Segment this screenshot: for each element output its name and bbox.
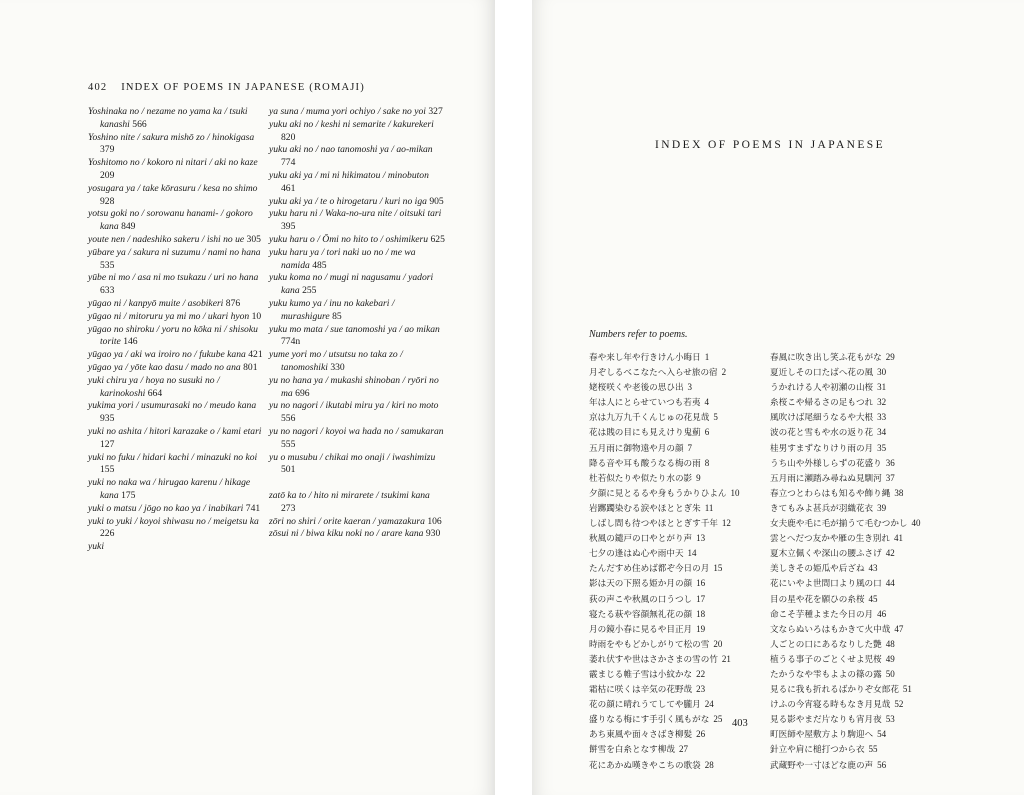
poem-number: 14: [687, 548, 697, 559]
index-entry: [269, 208, 445, 234]
poem-number: 2: [721, 367, 727, 378]
entry-text: しばし間も待つやほととぎす千年: [589, 519, 718, 530]
entry-text: yuki no ashita / hitori karazake o / kami etari: [88, 425, 262, 437]
index-entry: [589, 380, 769, 395]
entry-text: 荻の声こや秋風の口うつし: [589, 594, 693, 605]
entry-text: yūbe ni mo / asa ni mo tsukazu / uri no hana: [88, 272, 259, 284]
poem-number: 47: [894, 623, 904, 634]
romaji-column-2: [269, 106, 445, 541]
index-entry: [589, 471, 769, 486]
entry-text: 見る影やまだ片なりも宵月夜: [770, 715, 882, 726]
poem-number: 175: [121, 489, 136, 501]
index-entry: [88, 375, 264, 401]
entry-text: 見るに我も折れるばかりぞ女郎花: [770, 685, 899, 696]
entry-text: yuku mo mata / sue tanomoshi ya / ao mikan: [269, 323, 440, 335]
poem-number: 226: [100, 528, 115, 540]
index-entry: [770, 456, 950, 471]
entry-text: yūgao ya / aki wa iroiro no / fukube kana: [88, 349, 246, 361]
poem-number: 555: [281, 438, 296, 450]
poem-number: 31: [877, 382, 887, 393]
entry-text: 降る音や耳も酸うなる梅の雨: [589, 458, 701, 469]
entry-text: 町医師や屋敷方より駒迎へ: [770, 730, 874, 741]
entry-text: 人ごとの口にあるなりした艶: [770, 639, 882, 650]
entry-text: yuku haru ni / Waka-no-ura nite / oitsuki tari: [269, 208, 442, 220]
entry-text: 夏近しその口たばへ花の風: [770, 368, 874, 379]
index-entry: [88, 541, 264, 554]
index-entry: [770, 395, 950, 410]
right-page: [532, 0, 1024, 795]
entry-text: 寝たる萩や容顔無礼花の顔: [589, 609, 693, 620]
poem-number: 127: [100, 438, 115, 450]
index-entry: [589, 531, 769, 546]
entry-text: たんだすめ住めば都ぞ今日の月: [589, 564, 710, 575]
index-entry: [88, 157, 264, 183]
entry-text: 年は人にとらせていつも若夷: [589, 398, 701, 409]
entry-text: yotsu goki no / sorowanu hanami- / gokoro kana: [88, 208, 253, 233]
index-entry: [88, 132, 264, 158]
index-entry: [88, 298, 264, 311]
entry-text: zōsui ni / biwa kiku noki no / arare kana: [269, 528, 424, 540]
index-entry: [589, 667, 769, 682]
entry-text: 五月雨に御物遠や月の顔: [589, 443, 684, 454]
entry-text: 盛りなる梅にす手引く風もがな: [589, 715, 710, 726]
entry-text: yūgao ni / kanpyō muite / asobikeri: [88, 297, 224, 309]
poem-number: 928: [100, 195, 115, 207]
index-entry: [589, 425, 769, 440]
entry-text: yuki no fuku / hidari kachi / minazuki no koi: [88, 451, 258, 463]
poem-number: 5: [713, 412, 718, 423]
entry-text: 五月雨に瀬踏み尋ねぬ見馴河: [770, 473, 882, 484]
index-entry: [589, 516, 769, 531]
index-entry: [770, 622, 950, 637]
entry-text: yuku aki ya / te o hirogetaru / kuri no iga: [269, 195, 427, 207]
numbers-note: Numbers refer to poems.: [589, 329, 688, 340]
index-entry: [770, 742, 950, 757]
index-entry: [88, 349, 264, 362]
poem-number: 30: [877, 367, 887, 378]
japanese-column-1: [589, 350, 769, 773]
entry-text: yuku aki no / keshi ni semarite / kakurekeri: [269, 118, 434, 130]
index-entry: [770, 531, 950, 546]
page-title: INDEX OF POEMS IN JAPANESE: [655, 139, 886, 151]
poem-number: 36: [885, 457, 895, 468]
poem-number: 625: [430, 233, 445, 245]
entry-text: 花にいやよ世間口より風の口: [770, 579, 882, 590]
poem-number: 9: [696, 472, 701, 483]
left-page-number: 402: [88, 82, 108, 93]
poem-number: 43: [868, 563, 878, 574]
poem-number: 55: [868, 744, 878, 755]
poem-number: 27: [678, 744, 688, 755]
entry-text: 花の顔に晴れうてしてや朧月: [589, 700, 701, 711]
index-entry: [88, 324, 264, 350]
poem-number: 801: [243, 361, 258, 373]
poem-number: 774: [281, 157, 296, 169]
romaji-column-1: [88, 106, 264, 554]
poem-number: 6: [704, 427, 710, 438]
entry-text: 美しきその姫瓜や后ざね: [770, 564, 865, 575]
index-entry: [589, 486, 769, 501]
index-entry: [269, 400, 445, 426]
index-entry: [770, 441, 950, 456]
index-entry: [589, 742, 769, 757]
index-entry: [269, 196, 445, 209]
entry-text: 花にあかぬ嘆きやこちの歌袋: [589, 760, 701, 771]
poem-number: 17: [696, 593, 706, 604]
index-entry: [269, 375, 445, 401]
poem-number: 44: [885, 578, 895, 589]
entry-text: うかれける人や初瀬の山桜: [770, 383, 874, 394]
entry-text: yuku aki no / nao tanomoshi ya / ao-mikan: [269, 144, 433, 156]
index-entry: [88, 311, 264, 324]
poem-number: 41: [893, 533, 903, 544]
right-page-number: 403: [732, 718, 748, 729]
index-entry: [269, 234, 445, 247]
running-head: [88, 82, 365, 93]
entry-text: 文ならぬいろはもかきて火中哉: [770, 624, 891, 635]
poem-number: 18: [696, 608, 706, 619]
poem-number: 379: [100, 144, 115, 156]
poem-number: 930: [425, 528, 441, 540]
index-entry: [589, 637, 769, 652]
poem-number: 48: [885, 638, 895, 649]
poem-number: 26: [696, 729, 706, 740]
poem-number: 774n: [281, 336, 301, 348]
entry-text: yu no nagori / ikutabi miru ya / kiri no moto: [269, 400, 439, 412]
entry-text: yuki: [88, 541, 104, 553]
index-entry: [589, 622, 769, 637]
entry-text: 雲とへだつ友かや雁の生き別れ: [770, 534, 890, 545]
entry-text: 姥桜咲くや老後の思ひ出: [589, 383, 684, 394]
entry-text: 月の鏡小春に見るや目正月: [589, 624, 693, 635]
index-entry: [589, 652, 769, 667]
index-entry: [88, 400, 264, 426]
index-entry: [589, 441, 769, 456]
index-entry: [589, 350, 769, 365]
poem-number: 664: [147, 387, 163, 399]
entry-text: 命こそ芋種よまた今日の月: [770, 609, 874, 620]
poem-number: 305: [246, 233, 261, 245]
entry-text: 桂男すまずなりけり雨の月: [770, 443, 874, 454]
entry-text: 時雨をやもどかしがりて松の雪: [589, 639, 710, 650]
entry-text: 植うる事子のごとくせよ児桜: [770, 654, 882, 665]
index-entry: [770, 697, 950, 712]
index-entry: [269, 516, 445, 529]
poem-number: 42: [885, 548, 895, 559]
poem-number: 54: [877, 729, 887, 740]
poem-number: 46: [877, 608, 887, 619]
entry-text: 月ぞしるべこなたへ入らせ旅の宿: [589, 368, 718, 379]
entry-text: 目の星や花を願ひの糸桜: [770, 594, 865, 605]
index-entry: [770, 471, 950, 486]
poem-number: 49: [885, 653, 895, 664]
japanese-column-2: [770, 350, 950, 773]
poem-number: 741: [245, 502, 261, 514]
entry-text: 夏木立佩くや深山の腰ふさげ: [770, 549, 882, 560]
entry-text: 秋風の鑓戸の口やとがり声: [589, 534, 693, 545]
entry-text: yuki to yuki / koyoi shiwasu no / meigetsu ka: [88, 515, 259, 527]
poem-number: 19: [696, 623, 706, 634]
poem-number: 106: [427, 515, 442, 527]
poem-number: 52: [894, 699, 904, 710]
entry-text: 餅雪を白糸となす柳哉: [589, 745, 675, 756]
entry-text: 萎れ伏すや世はさかさまの雪の竹: [589, 654, 718, 665]
entry-text: 影は天の下照る姫か月の顔: [589, 579, 693, 590]
poem-number: 485: [312, 259, 327, 271]
index-entry: [269, 170, 445, 196]
poem-number: 395: [281, 221, 296, 233]
entry-text: yume yori mo / utsutsu no taka zo / tanomoshiki: [269, 349, 403, 373]
poem-number: 10: [251, 310, 262, 322]
poem-number: 53: [885, 714, 895, 725]
poem-number: 45: [868, 593, 878, 604]
entry-text: yu o musubu / chikai mo onaji / iwashimizu: [269, 451, 436, 463]
poem-number: 935: [100, 413, 115, 425]
poem-number: 696: [295, 387, 310, 399]
poem-number: 15: [713, 563, 723, 574]
poem-number: 209: [100, 169, 115, 181]
poem-number: 16: [696, 578, 706, 589]
entry-text: 春や来し年や行きけん小晦日: [589, 353, 701, 363]
poem-number: 33: [877, 412, 887, 423]
entry-text: 七夕の逢はぬ心や雨中天: [589, 549, 684, 560]
index-entry: [770, 592, 950, 607]
poem-number: 3: [687, 382, 693, 393]
entry-text: 波の花と雪もや水の返り花: [770, 428, 874, 439]
index-entry: [88, 183, 264, 209]
entry-text: Yoshino nite / sakura mishō zo / hinokigasa: [88, 131, 255, 143]
poem-number: 32: [877, 397, 887, 408]
entry-text: yu no nagori / koyoi wa hada no / samukaran: [269, 425, 444, 437]
entry-text: yuku koma no / mugi ni nagusamu / yadori kana: [269, 272, 434, 297]
poem-number: 11: [704, 502, 714, 513]
poem-number: 37: [885, 472, 895, 483]
index-entry: [88, 272, 264, 298]
entry-text: zōri no shiri / orite kaeran / yamazakura: [269, 515, 425, 527]
entry-text: 春風に吹き出し笑ふ花もがな: [770, 353, 882, 363]
entry-text: 武蔵野や一寸ほどな鹿の声: [770, 760, 874, 771]
poem-number: 85: [332, 310, 342, 322]
index-entry: [770, 652, 950, 667]
entry-text: yuki o matsu / jōgo no kao ya / inabikari: [88, 502, 244, 514]
index-entry: [88, 106, 264, 132]
poem-number: 535: [100, 259, 115, 271]
poem-number: 39: [877, 502, 887, 513]
entry-text: yuku aki ya / mi ni hikimatou / minobuton: [269, 169, 429, 181]
entry-text: 杜若似たりや似たり水の影: [589, 473, 693, 484]
index-entry: [589, 365, 769, 380]
index-entry: [269, 426, 445, 452]
poem-number: 905: [429, 195, 444, 207]
index-entry: [770, 350, 950, 365]
entry-text: 霜枯に咲くは辛気の花野哉: [589, 685, 693, 696]
index-entry: [88, 477, 264, 503]
poem-number: 24: [704, 699, 714, 710]
poem-number: 327: [428, 106, 443, 117]
index-entry: [589, 410, 769, 425]
index-entry: [770, 546, 950, 561]
entry-text: yu no hana ya / mukashi shinoban / ryōri no ma: [269, 374, 439, 399]
entry-text: yuku haru o / Ōmi no hito to / oshimikeru: [269, 233, 429, 245]
index-entry: [770, 486, 950, 501]
index-entry: [269, 324, 445, 350]
index-entry: [770, 561, 950, 576]
entry-text: 風吹けば尾細うなるや大根: [770, 413, 874, 424]
entry-text: yūgao ni / mitoruru ya mi mo / ukari hyon: [88, 310, 250, 322]
index-entry: [88, 247, 264, 273]
poem-number: 51: [902, 684, 912, 695]
entry-text: 糸桜こや帰るさの足もつれ: [770, 398, 874, 409]
index-entry: [770, 682, 950, 697]
index-entry: [269, 490, 445, 516]
entry-text: yuki no naka wa / hirugao karenu / hikage kana: [88, 477, 251, 501]
poem-number: 4: [704, 397, 709, 408]
running-head-title: INDEX OF POEMS IN JAPANESE (ROMAJI): [121, 82, 365, 93]
index-entry: [88, 208, 264, 234]
index-entry: [269, 528, 445, 541]
entry-text: yosugara ya / take kōrasuru / kesa no shimo: [88, 182, 258, 194]
index-entry: [770, 576, 950, 591]
poem-number: 29: [885, 352, 895, 362]
index-entry: [88, 362, 264, 375]
index-entry: [770, 425, 950, 440]
index-entry: [589, 592, 769, 607]
index-entry: [770, 727, 950, 742]
entry-text: yuki chiru ya / hoya no susuki no / karinokoshi: [88, 374, 220, 399]
poem-number: 633: [100, 285, 115, 297]
entry-text: 京は九万九千くんじゅの花見哉: [589, 413, 710, 424]
entry-text: 女夫鹿や毛に毛が揃うて毛むつかし: [770, 519, 908, 530]
index-entry: [269, 247, 445, 273]
book-gutter: [495, 0, 532, 795]
index-entry: [589, 561, 769, 576]
entry-text: yuku kumo ya / inu no kakebari / murashigure: [269, 297, 395, 322]
poem-number: 849: [121, 221, 136, 233]
poem-number: 566: [132, 118, 147, 130]
index-entry: [770, 607, 950, 622]
entry-text: 春立つとわらはも知るや飾り縄: [770, 488, 891, 499]
poem-number: 7: [687, 442, 693, 453]
entry-text: 花は賎の目にも見えけり鬼薊: [589, 428, 701, 439]
index-entry: [269, 298, 445, 324]
index-entry: [589, 456, 769, 471]
index-entry: [770, 712, 950, 727]
entry-text: きてもみよ甚兵が羽織花衣: [770, 503, 874, 514]
poem-number: 28: [704, 759, 714, 770]
index-entry: [269, 119, 445, 145]
index-entry: [589, 697, 769, 712]
poem-number: 40: [911, 518, 921, 529]
poem-number: 556: [281, 413, 296, 425]
poem-number: 12: [721, 518, 731, 529]
poem-number: 155: [100, 464, 115, 476]
entry-text: たかうなや雫もよよの篠の露: [770, 669, 882, 680]
poem-number: 35: [877, 442, 887, 453]
entry-text: yūbare ya / sakura ni suzumu / nami no hana: [88, 246, 261, 258]
poem-number: 23: [696, 684, 706, 695]
entry-text: うち山や外様しらずの花盛り: [770, 458, 882, 469]
poem-number: 38: [894, 487, 904, 498]
entry-text: yūgao ya / yōte kao dasu / mado no ana: [88, 361, 241, 373]
entry-text: 針立や肩に槌打つから衣: [770, 745, 865, 756]
poem-number: 21: [721, 653, 731, 664]
entry-text: けふの今宵寝る時もなき月見哉: [770, 700, 891, 711]
poem-number: 13: [696, 533, 706, 544]
index-entry: [589, 607, 769, 622]
index-entry: [589, 682, 769, 697]
index-entry: [589, 501, 769, 516]
entry-text: yukima yori / usumurasaki no / meudo kana: [88, 400, 257, 412]
index-entry: [88, 452, 264, 478]
index-entry: [770, 637, 950, 652]
left-page: [0, 0, 495, 795]
index-entry: [589, 758, 769, 773]
poem-number: 421: [248, 349, 263, 361]
entry-text: yūgao no shiroku / yoru no kōka ni / shisoku torite: [88, 323, 258, 348]
poem-number: 1: [704, 352, 710, 362]
index-entry: [589, 546, 769, 561]
index-entry: [770, 501, 950, 516]
entry-text: 岩躑躅染むる涙やほととぎ朱: [589, 503, 701, 514]
entry-text: Yoshinaka no / nezame no yama ka / tsuki kanashi: [88, 106, 248, 130]
entry-text: あち東風や面々さばき柳髪: [589, 730, 693, 741]
poem-number: 501: [281, 464, 296, 476]
entry-text: zatō ka to / hito ni mirarete / tsukimi kana: [269, 489, 430, 501]
index-entry: [770, 667, 950, 682]
index-entry: [88, 516, 264, 542]
poem-number: 25: [713, 714, 723, 725]
poem-number: 273: [281, 502, 296, 514]
entry-text: yuku haru ya / tori naki uo no / me wa namida: [269, 246, 416, 271]
entry-text: Yoshitomo no / kokoro ni nitari / aki no kaze: [88, 157, 258, 169]
entry-text: ya suna / muma yori ochiyo / sake no yoi: [269, 106, 426, 117]
poem-number: 876: [225, 297, 241, 309]
index-entry: [88, 426, 264, 452]
poem-number: 20: [713, 638, 723, 649]
poem-number: 34: [877, 427, 887, 438]
index-entry: [589, 727, 769, 742]
index-entry: [770, 365, 950, 380]
poem-number: 8: [704, 457, 710, 468]
poem-number: 56: [877, 759, 887, 770]
entry-text: 霰まじる帷子雪は小紋かな: [589, 669, 693, 680]
poem-number: 330: [330, 361, 345, 373]
poem-number: 461: [281, 182, 296, 194]
poem-number: 146: [123, 336, 138, 348]
poem-number: 820: [281, 131, 296, 143]
entry-text: 夕顔に見とるるや身もうかりひよん: [589, 488, 727, 499]
poem-number: 22: [696, 668, 706, 679]
poem-number: 255: [302, 285, 317, 297]
poem-number: 50: [885, 668, 895, 679]
index-entry: [269, 452, 445, 478]
index-entry: [770, 758, 950, 773]
index-entry: [770, 410, 950, 425]
entry-text: youte nen / nadeshiko sakeru / ishi no ue: [88, 233, 245, 245]
index-entry: [269, 272, 445, 298]
poem-number: 10: [730, 487, 740, 498]
index-entry: [589, 576, 769, 591]
index-entry: [269, 349, 445, 375]
index-entry: [88, 503, 264, 516]
index-entry: [269, 106, 445, 119]
index-entry: [770, 516, 950, 531]
index-entry: [88, 234, 264, 247]
index-entry: [269, 144, 445, 170]
index-entry: [589, 395, 769, 410]
index-entry: [770, 380, 950, 395]
